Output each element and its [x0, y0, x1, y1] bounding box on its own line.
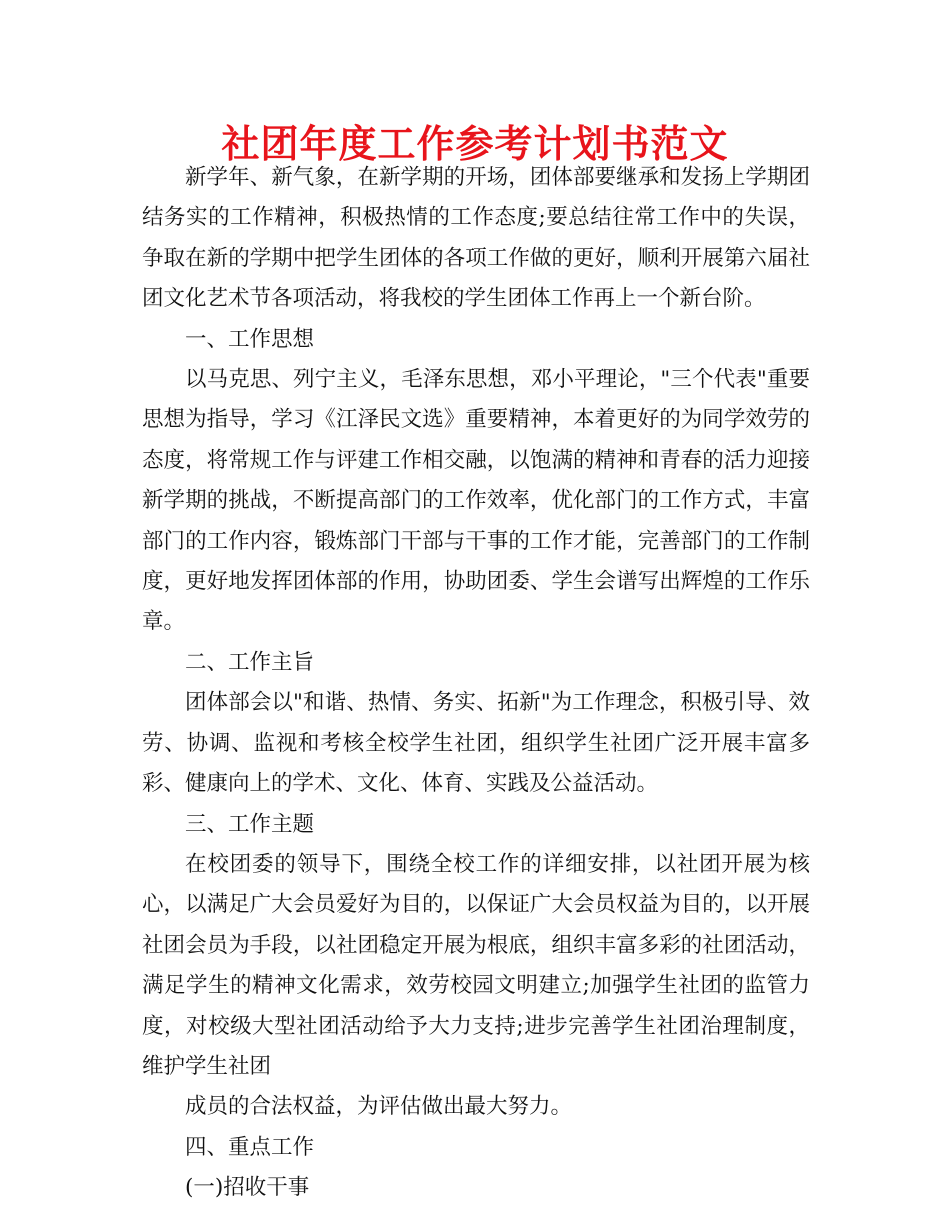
- paragraph-work-thought: 以马克思、列宁主义，毛泽东思想，邓小平理论，"三个代表"重要思想为指导，学习《江泽民文选》重要精神，本着更好的为同学效劳的态度，将常规工作与评建工作相交融，以饱满的精神和青春的活力迎接新学期的挑战，不断提高部门的工作效率，优化部门的工作方式，丰富部门的工作内容，锻炼部门干部与干事的工作才能，完善部门的工作制度，更好地发挥团体部的作用，协助团委、学生会谱写出辉煌的工作乐章。: [142, 367, 810, 635]
- heading-work-thought: 一、工作思想: [185, 326, 315, 352]
- subheading-recruit-staff: (一)招收干事: [185, 1175, 310, 1201]
- heading-key-work: 四、重点工作: [185, 1134, 315, 1160]
- paragraph-work-purpose: 团体部会以"和谐、热情、务实、拓新"为工作理念，积极引导、效劳、协调、监视和考核全校学生社团，组织学生社团广泛开展丰富多彩、健康向上的学术、文化、体育、实践及公益活动。: [142, 690, 810, 797]
- paragraph-work-theme: 在校团委的领导下，围绕全校工作的详细安排，以社团开展为核心，以满足广大会员爱好为目的，以保证广大会员权益为目的，以开展社团会员为手段，以社团稳定开展为根底，组织丰富多彩的社团活动，满足学生的精神文化需求，效劳校园文明建立;加强学生社团的监管力度，对校级大型社团活动给予大力支持;进步完善学生社团治理制度，维护学生社团: [142, 851, 810, 1079]
- heading-work-purpose: 二、工作主旨: [185, 649, 315, 675]
- document-body: [142, 158, 810, 1209]
- paragraph-intro: 新学年、新气象，在新学期的开场，团体部要继承和发扬上学期团结务实的工作精神，积极热情的工作态度;要总结往常工作中的失误，争取在新的学期中把学生团体的各项工作做的更好，顺利开展第六届社团文化艺术节各项活动，将我校的学生团体工作再上一个新台阶。: [142, 165, 810, 312]
- paragraph-work-theme-continued: 成员的合法权益，为评估做出最大努力。: [185, 1094, 573, 1120]
- document-title: 社团年度工作参考计划书范文: [221, 122, 729, 166]
- heading-work-theme: 三、工作主题: [185, 811, 315, 837]
